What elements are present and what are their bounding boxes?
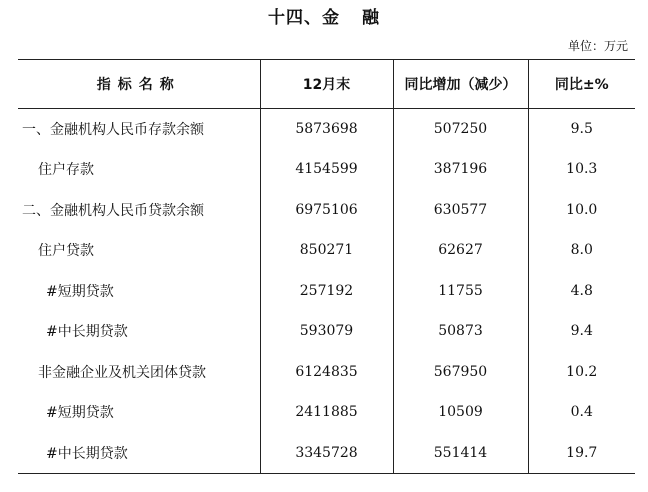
row-yoy-change: 551414	[393, 433, 528, 474]
row-yoy-percent: 19.7	[528, 433, 635, 474]
row-month-end-value: 4154599	[260, 149, 393, 190]
row-yoy-percent: 0.4	[528, 392, 635, 433]
row-name: 一、金融机构人民币存款余额	[22, 122, 204, 138]
row-yoy-change: 387196	[393, 149, 528, 190]
table-header-row	[18, 60, 635, 109]
title-part-2: 融	[362, 8, 380, 28]
row-name: 住户贷款	[38, 243, 94, 260]
row-name: 二、金融机构人民币贷款余额	[22, 202, 204, 219]
table-row	[18, 271, 635, 312]
row-yoy-percent: 9.5	[528, 109, 635, 150]
table-row	[18, 230, 635, 271]
row-name: #短期贷款	[46, 283, 114, 300]
table-row	[18, 149, 635, 190]
header-month-end: 12月末	[260, 60, 393, 109]
row-month-end-value: 5873698	[260, 109, 393, 150]
header-yoy-change: 同比增加（减少）	[393, 60, 528, 109]
row-yoy-change: 630577	[393, 190, 528, 231]
table-body	[18, 109, 635, 474]
table-row	[18, 311, 635, 352]
row-month-end-value: 2411885	[260, 392, 393, 433]
row-name: 非金融企业及机关团体贷款	[38, 364, 206, 381]
row-yoy-percent: 9.4	[528, 311, 635, 352]
row-yoy-percent: 10.2	[528, 352, 635, 393]
row-month-end-value: 6124835	[260, 352, 393, 393]
header-indicator-name: 指标名称	[18, 60, 260, 109]
row-yoy-percent: 8.0	[528, 230, 635, 271]
row-yoy-change: 11755	[393, 271, 528, 312]
page-title	[0, 6, 648, 30]
table-row	[18, 190, 635, 231]
row-name: #短期贷款	[46, 405, 114, 422]
row-yoy-percent: 4.8	[528, 271, 635, 312]
row-yoy-percent: 10.3	[528, 149, 635, 190]
row-yoy-change: 50873	[393, 311, 528, 352]
table-row	[18, 392, 635, 433]
table-row	[18, 352, 635, 393]
row-yoy-change: 507250	[393, 109, 528, 150]
row-month-end-value: 6975106	[260, 190, 393, 231]
row-yoy-percent: 10.0	[528, 190, 635, 231]
row-yoy-change: 10509	[393, 392, 528, 433]
table-row	[18, 433, 635, 474]
header-yoy-percent: 同比±%	[528, 60, 635, 109]
row-month-end-value: 3345728	[260, 433, 393, 474]
row-yoy-change: 62627	[393, 230, 528, 271]
unit-label: 单位：万元	[567, 39, 628, 53]
row-name: 住户存款	[38, 162, 94, 179]
row-month-end-value: 593079	[260, 311, 393, 352]
row-yoy-change: 567950	[393, 352, 528, 393]
row-month-end-value: 257192	[260, 271, 393, 312]
finance-table	[18, 59, 635, 474]
row-month-end-value: 850271	[260, 230, 393, 271]
row-name: #中长期贷款	[18, 433, 260, 474]
table-row	[18, 109, 635, 150]
row-name: #中长期贷款	[46, 324, 128, 341]
title-part-1: 十四、金	[268, 8, 340, 28]
